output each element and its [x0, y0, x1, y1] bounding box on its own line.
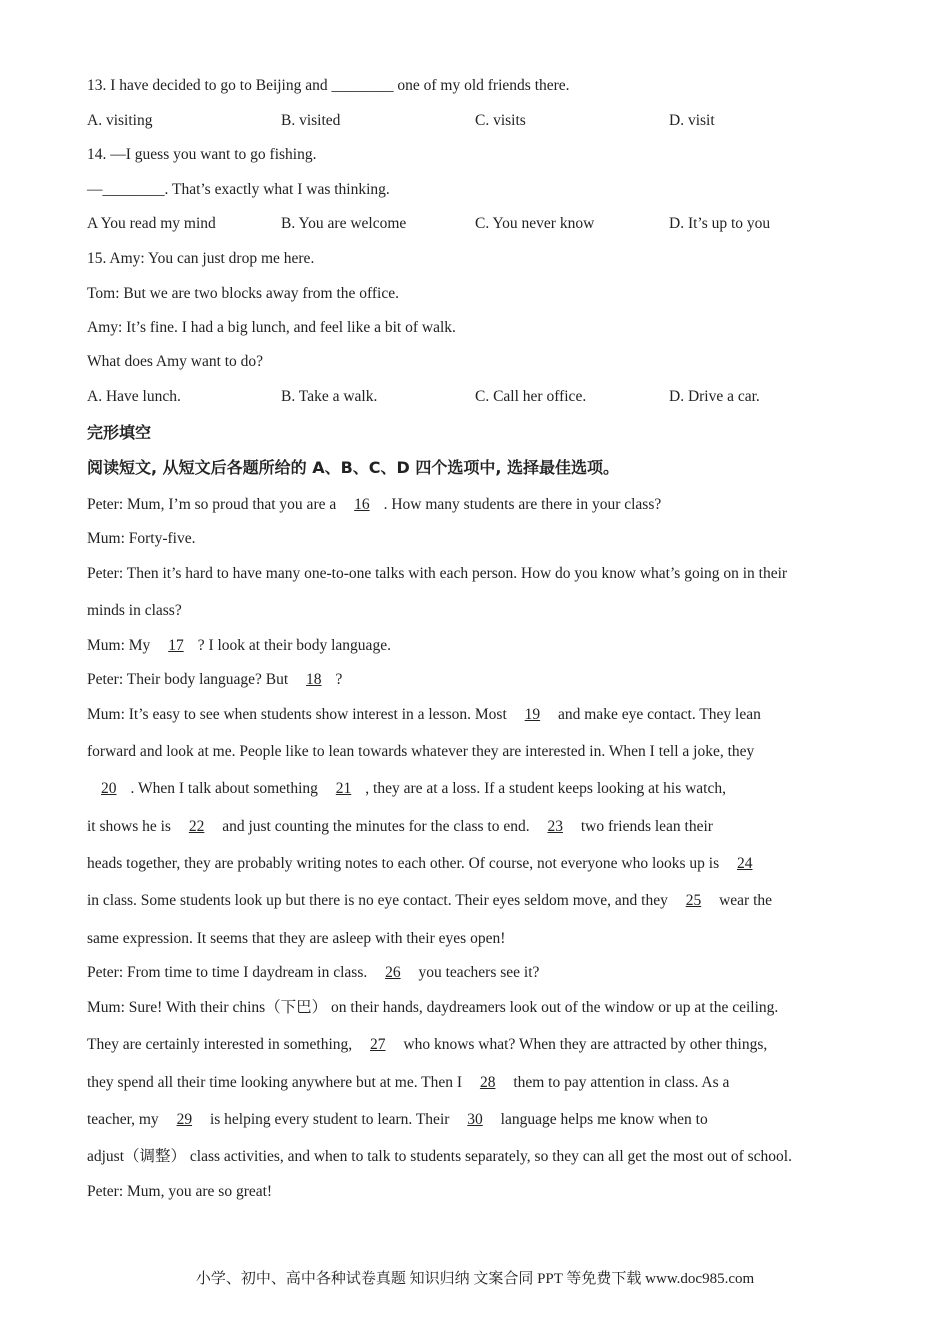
passage-line: minds in class?: [87, 602, 182, 619]
passage-line: heads together, they are probably writing notes to each other. Of course, not everyone who looks up is 24: [87, 854, 767, 874]
passage-line: in class. Some students look up but there is no eye contact. Their eyes seldom move, and they 25 wear the: [87, 892, 773, 909]
q15-option-a: A. Have lunch.: [87, 388, 181, 405]
blank-20: 20: [101, 780, 117, 797]
q13-option-b: B. visited: [281, 112, 341, 129]
blank-28: 28: [479, 1074, 496, 1091]
blank-25: 25: [685, 892, 702, 909]
blank-27: 27: [370, 1036, 386, 1053]
passage-line: forward and look at me. People like to lean towards whatever they are interested in. When I tell a joke, they: [87, 743, 755, 760]
passage-line: Peter: Mum, I’m so proud that you are a 16 . How many students are there in your class?: [87, 496, 662, 513]
blank-17: 17: [168, 637, 184, 654]
passage-line: Mum: My 17 ? I look at their body language.: [87, 637, 391, 654]
passage-line: Mum: Sure! With their chins（下巴） on their hands, daydreamers look out of the window or up at the ceiling.: [87, 999, 779, 1016]
blank-22: 22: [188, 818, 205, 835]
q15-option-d: D. Drive a car.: [669, 388, 760, 405]
q13-option-c: C. visits: [475, 112, 526, 129]
passage-line: Peter: Their body language? But 18 ?: [87, 671, 343, 688]
passage-line: They are certainly interested in something, 27 who knows what? When they are attracted by other things,: [87, 1036, 768, 1053]
passage-line: adjust（调整） class activities, and when to talk to students separately, so they can all get the most out of school.: [87, 1148, 792, 1165]
passage-line: Mum: It’s easy to see when students show interest in a lesson. Most 19 and make eye contact. They lean: [87, 706, 761, 723]
passage-line: 20 . When I talk about something 21 , they are at a loss. If a student keeps looking at his watch,: [87, 779, 726, 799]
blank-19: 19: [524, 706, 541, 723]
blank-21: 21: [335, 780, 352, 797]
question-14-line-1: 14. —I guess you want to go fishing.: [87, 146, 317, 163]
q15-option-c: C. Call her office.: [475, 388, 587, 405]
blank-30: 30: [467, 1111, 483, 1128]
passage-line: they spend all their time looking anywhere but at me. Then I 28 them to pay attention in class. As a: [87, 1074, 730, 1091]
question-14-line-2: —________. That’s exactly what I was thinking.: [87, 181, 390, 198]
q13-option-d: D. visit: [669, 112, 715, 129]
question-15-line-3: Amy: It’s fine. I had a big lunch, and feel like a bit of walk.: [87, 319, 456, 336]
blank-26: 26: [385, 964, 401, 981]
passage-line: it shows he is 22 and just counting the minutes for the class to end. 23 two friends lean their: [87, 818, 713, 835]
q13-option-a: A. visiting: [87, 112, 153, 129]
passage-line: same expression. It seems that they are asleep with their eyes open!: [87, 930, 506, 947]
passage-line: Peter: Then it’s hard to have many one-to-one talks with each person. How do you know what’s going on in their: [87, 565, 788, 582]
question-15-line-1: 15. Amy: You can just drop me here.: [87, 250, 315, 267]
blank-24: 24: [737, 855, 753, 872]
blank-29: 29: [176, 1111, 193, 1128]
section-title: 完形填空: [87, 423, 152, 442]
q14-option-a: A You read my mind: [87, 215, 216, 232]
q15-option-b: B. Take a walk.: [281, 388, 378, 405]
page-footer: 小学、初中、高中各种试卷真题 知识归纳 文案合同 PPT 等免费下载 www.doc985.com: [195, 1271, 755, 1287]
q14-option-c: C. You never know: [475, 215, 595, 232]
blank-18: 18: [306, 671, 322, 688]
q14-option-b: B. You are welcome: [281, 215, 407, 232]
passage-line: Peter: From time to time I daydream in class. 26 you teachers see it?: [87, 964, 540, 981]
passage-line: Mum: Forty-five.: [87, 530, 196, 547]
passage-line: teacher, my 29 is helping every student to learn. Their 30 language helps me know when to: [87, 1111, 708, 1128]
blank-23: 23: [547, 818, 563, 835]
section-instruction: 阅读短文, 从短文后各题所给的 A、B、C、D 四个选项中, 选择最佳选项。: [87, 458, 620, 477]
passage-line: Peter: Mum, you are so great!: [87, 1183, 273, 1200]
question-15-line-2: Tom: But we are two blocks away from the office.: [87, 285, 399, 302]
question-13-stem: 13. I have decided to go to Beijing and ________ one of my old friends there.: [87, 77, 570, 94]
blank-16: 16: [354, 496, 370, 513]
q14-option-d: D. It’s up to you: [669, 215, 771, 232]
question-15-line-4: What does Amy want to do?: [87, 353, 264, 370]
